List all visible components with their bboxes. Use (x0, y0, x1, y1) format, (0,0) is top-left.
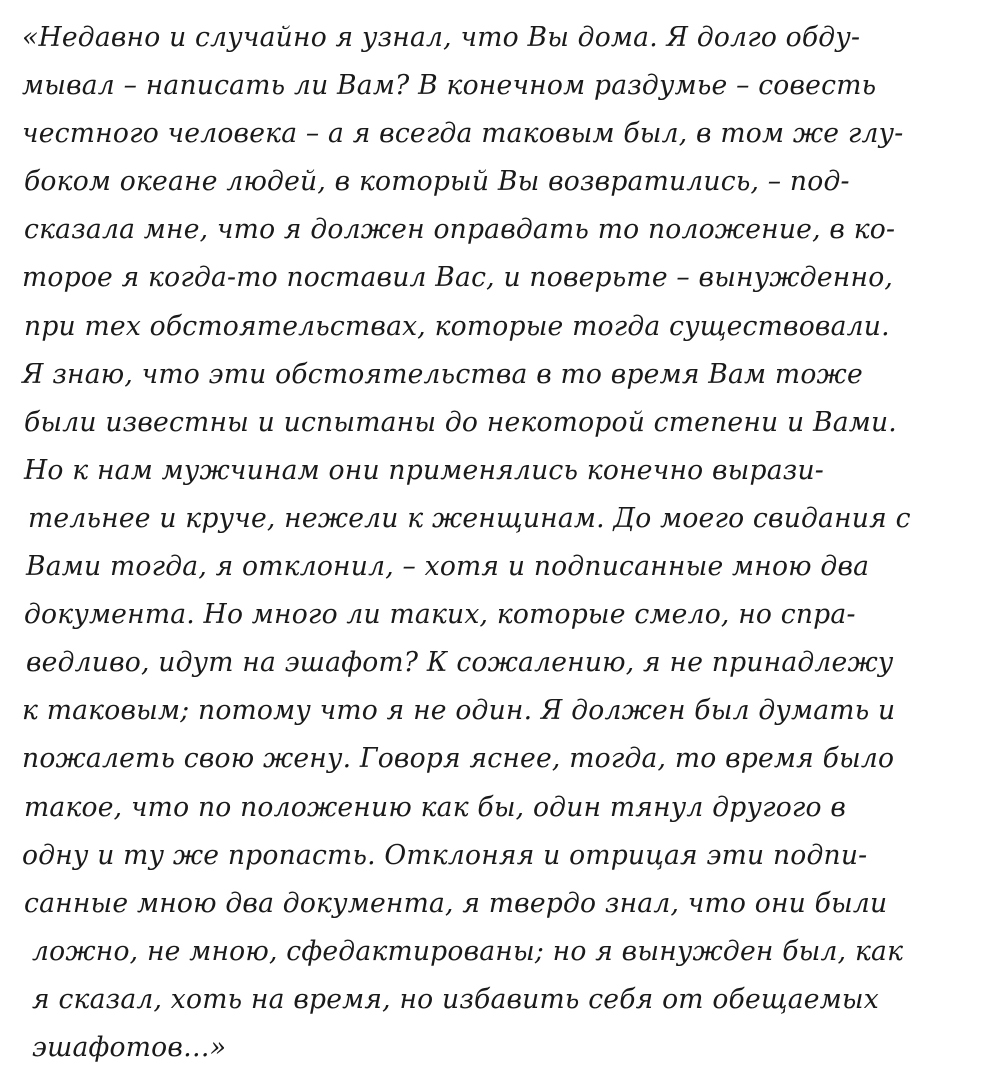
letter-line: Но к нам мужчинам они применялись конечно вырази- (24, 454, 824, 486)
letter-line: санные мною два документа, я твердо знал, что они были (24, 887, 888, 919)
letter-line: честного человека – а я всегда таковым был, в том же глу- (22, 118, 904, 150)
letter-line: мывал – написать ли Вам? В конечном раздумье – совесть (22, 70, 877, 102)
letter-line: эшафотов…» (32, 1031, 227, 1063)
letter-line: «Недавно и случайно я узнал, что Вы дома. Я долго обду- (22, 22, 861, 53)
handwritten-letter (22, 14, 997, 1072)
letter-line: Вами тогда, я отклонил, – хотя и подписанные мною два (26, 551, 870, 583)
letter-line: такое, что по положению как бы, один тянул другого в (24, 791, 847, 823)
letter-line: к таковым; потому что я не один. Я должен был думать и (22, 695, 896, 727)
letter-line: ложно, не мною, сфедактированы; но я вынужден был, как (32, 935, 904, 967)
letter-line: при тех обстоятельствах, которые тогда существовали. (24, 310, 890, 342)
letter-line: документа. Но много ли таких, которые смело, но спра- (24, 599, 856, 631)
letter-line: одну и ту же пропасть. Отклоняя и отрицая эти подпи- (22, 839, 868, 871)
letter-line: сказала мне, что я должен оправдать то положение, в ко- (24, 214, 896, 246)
letter-line: были известны и испытаны до некоторой степени и Вами. (24, 406, 897, 438)
letter-line: ведливо, идут на эшафот? К сожалению, я не принадлежу (26, 647, 894, 679)
letter-line: тельнее и круче, нежели к женщинам. До моего свидания с (28, 502, 911, 534)
letter-line: Я знаю, что эти обстоятельства в то время Вам тоже (22, 358, 863, 390)
letter-line: боком океане людей, в который Вы возвратились, – под- (24, 166, 850, 198)
letter-line: торое я когда-то поставил Вас, и поверьте – вынужденно, (22, 262, 894, 294)
letter-line: пожалеть свою жену. Говоря яснее, тогда, то время было (22, 743, 895, 775)
letter-line: я сказал, хоть на время, но избавить себя от обещаемых (32, 983, 879, 1015)
